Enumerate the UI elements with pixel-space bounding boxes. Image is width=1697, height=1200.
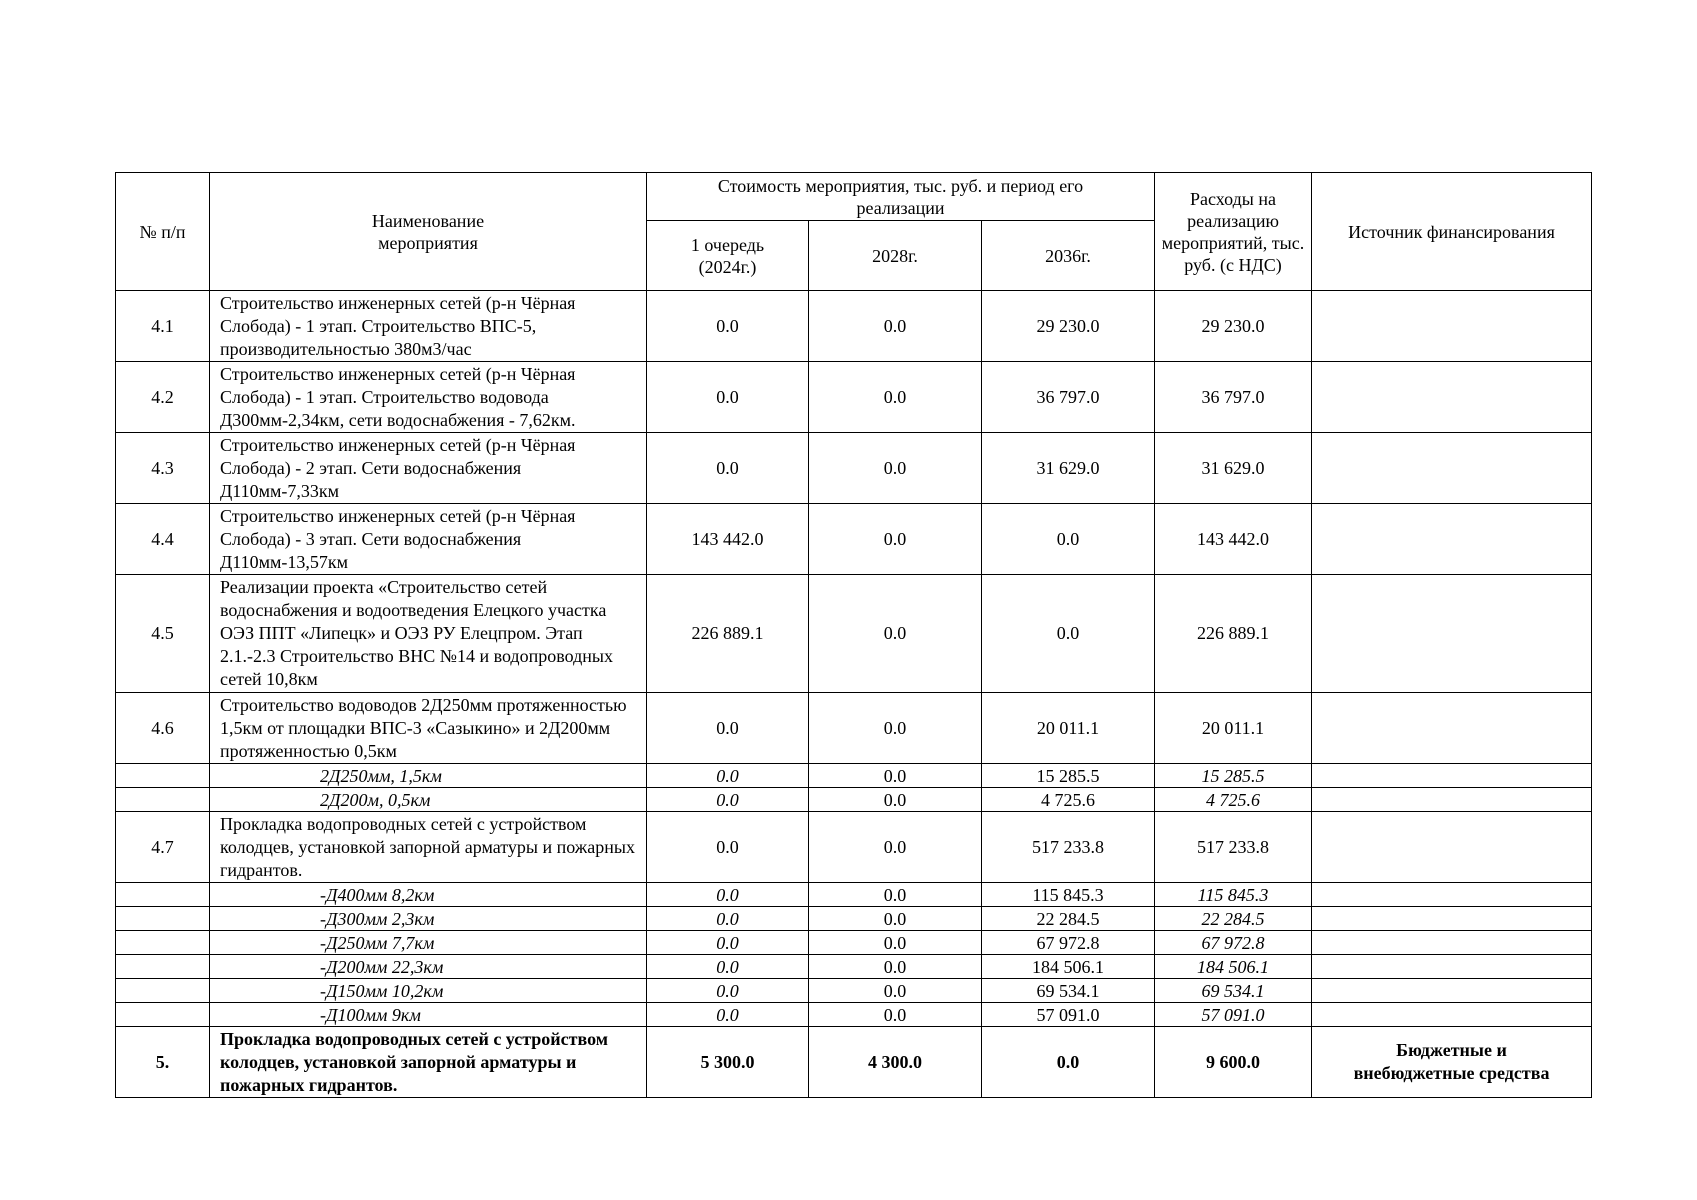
row-num (116, 979, 210, 1003)
row-stage1: 0.0 (647, 931, 809, 955)
row-2028: 0.0 (809, 575, 982, 693)
row-name: Строительство водоводов 2Д250мм протяженностью 1,5км от площадки ВПС-3 «Сазыкино» и 2Д200мм протяженностью 0,5км (210, 693, 647, 764)
header-source: Источник финансирования (1312, 173, 1592, 291)
row-total: 9 600.0 (1155, 1027, 1312, 1098)
row-num (116, 1003, 210, 1027)
row-stage1: 0.0 (647, 955, 809, 979)
row-name: -Д200мм 22,3км (210, 955, 647, 979)
row-source (1312, 433, 1592, 504)
row-source (1312, 764, 1592, 788)
row-2028: 0.0 (809, 693, 982, 764)
row-2028: 0.0 (809, 504, 982, 575)
table-subrow (116, 955, 1592, 979)
table-row (116, 504, 1592, 575)
row-2028: 0.0 (809, 433, 982, 504)
row-2028: 4 300.0 (809, 1027, 982, 1098)
row-source (1312, 955, 1592, 979)
row-2036: 0.0 (982, 504, 1155, 575)
row-total: 517 233.8 (1155, 812, 1312, 883)
row-2028: 0.0 (809, 955, 982, 979)
row-source (1312, 291, 1592, 362)
table-subrow (116, 788, 1592, 812)
row-2036: 36 797.0 (982, 362, 1155, 433)
row-stage1: 0.0 (647, 788, 809, 812)
row-total: 31 629.0 (1155, 433, 1312, 504)
table-row (116, 693, 1592, 764)
row-name: Строительство инженерных сетей (р-н Чёрная Слобода) - 3 этап. Сети водоснабжения Д110мм-13,57км (210, 504, 647, 575)
row-stage1: 143 442.0 (647, 504, 809, 575)
row-name: Строительство инженерных сетей (р-н Чёрная Слобода) - 1 этап. Строительство ВПС-5, производительностью 380м3/час (210, 291, 647, 362)
row-2028: 0.0 (809, 291, 982, 362)
row-stage1: 0.0 (647, 812, 809, 883)
row-source (1312, 362, 1592, 433)
header-expenses: Расходы на реализацию мероприятий, тыс. руб. (с НДС) (1155, 173, 1312, 291)
row-num (116, 883, 210, 907)
row-source (1312, 693, 1592, 764)
row-2036: 184 506.1 (982, 955, 1155, 979)
header-2028: 2028г. (809, 221, 982, 291)
table-row (116, 575, 1592, 693)
row-source (1312, 883, 1592, 907)
row-num (116, 907, 210, 931)
row-2036: 57 091.0 (982, 1003, 1155, 1027)
row-2028: 0.0 (809, 979, 982, 1003)
row-source (1312, 575, 1592, 693)
table-row (116, 433, 1592, 504)
row-stage1: 0.0 (647, 693, 809, 764)
row-total: 226 889.1 (1155, 575, 1312, 693)
row-stage1: 0.0 (647, 764, 809, 788)
row-num: 4.3 (116, 433, 210, 504)
header-2036: 2036г. (982, 221, 1155, 291)
row-2028: 0.0 (809, 883, 982, 907)
row-2036: 20 011.1 (982, 693, 1155, 764)
row-source (1312, 907, 1592, 931)
row-name: Строительство инженерных сетей (р-н Чёрная Слобода) - 2 этап. Сети водоснабжения Д110мм-7,33км (210, 433, 647, 504)
row-num: 4.7 (116, 812, 210, 883)
row-2036: 29 230.0 (982, 291, 1155, 362)
row-source (1312, 1003, 1592, 1027)
row-source (1312, 788, 1592, 812)
row-2036: 517 233.8 (982, 812, 1155, 883)
row-name: -Д150мм 10,2км (210, 979, 647, 1003)
row-num: 5. (116, 1027, 210, 1098)
row-num (116, 931, 210, 955)
row-name: Реализации проекта «Строительство сетей водоснабжения и водоотведения Елецкого участка ОЭЗ ППТ «Липецк» и ОЭЗ РУ Елецпром. Этап 2.1.-2.3 Строительство ВНС №14 и водопроводных сетей 10,8км (210, 575, 647, 693)
table-subrow (116, 931, 1592, 955)
row-stage1: 0.0 (647, 433, 809, 504)
row-name: -Д300мм 2,3км (210, 907, 647, 931)
row-num: 4.1 (116, 291, 210, 362)
row-total: 69 534.1 (1155, 979, 1312, 1003)
table-subrow (116, 907, 1592, 931)
row-stage1: 5 300.0 (647, 1027, 809, 1098)
row-2028: 0.0 (809, 931, 982, 955)
row-num (116, 788, 210, 812)
row-total: 20 011.1 (1155, 693, 1312, 764)
row-total: 67 972.8 (1155, 931, 1312, 955)
table-row (116, 362, 1592, 433)
row-2028: 0.0 (809, 1003, 982, 1027)
row-num (116, 764, 210, 788)
row-stage1: 0.0 (647, 907, 809, 931)
row-num: 4.4 (116, 504, 210, 575)
row-name: Строительство инженерных сетей (р-н Чёрная Слобода) - 1 этап. Строительство водовода Д300мм-2,34км, сети водоснабжения - 7,62км. (210, 362, 647, 433)
row-source (1312, 931, 1592, 955)
row-2028: 0.0 (809, 788, 982, 812)
row-total: 57 091.0 (1155, 1003, 1312, 1027)
table-subrow (116, 979, 1592, 1003)
row-total: 36 797.0 (1155, 362, 1312, 433)
table-row (116, 812, 1592, 883)
row-2036: 31 629.0 (982, 433, 1155, 504)
table-row (116, 291, 1592, 362)
row-2028: 0.0 (809, 362, 982, 433)
row-source (1312, 504, 1592, 575)
row-2028: 0.0 (809, 812, 982, 883)
row-num (116, 955, 210, 979)
header-cost-group: Стоимость мероприятия, тыс. руб. и период его реализации (647, 173, 1155, 221)
row-num: 4.2 (116, 362, 210, 433)
table-row-total (116, 1027, 1592, 1098)
row-total: 115 845.3 (1155, 883, 1312, 907)
row-2036: 67 972.8 (982, 931, 1155, 955)
header-stage1: 1 очередь (2024г.) (647, 221, 809, 291)
row-2028: 0.0 (809, 764, 982, 788)
row-2036: 0.0 (982, 1027, 1155, 1098)
row-2036: 69 534.1 (982, 979, 1155, 1003)
row-name: 2Д200м, 0,5км (210, 788, 647, 812)
row-total: 22 284.5 (1155, 907, 1312, 931)
row-total: 143 442.0 (1155, 504, 1312, 575)
row-stage1: 0.0 (647, 883, 809, 907)
row-source: Бюджетные и внебюджетные средства (1312, 1027, 1592, 1098)
row-name: -Д100мм 9км (210, 1003, 647, 1027)
header-name: Наименование мероприятия (210, 173, 647, 291)
table-subrow (116, 764, 1592, 788)
row-num: 4.5 (116, 575, 210, 693)
row-2036: 4 725.6 (982, 788, 1155, 812)
row-total: 29 230.0 (1155, 291, 1312, 362)
row-stage1: 0.0 (647, 979, 809, 1003)
row-2036: 0.0 (982, 575, 1155, 693)
row-total: 184 506.1 (1155, 955, 1312, 979)
table-subrow (116, 1003, 1592, 1027)
row-2036: 15 285.5 (982, 764, 1155, 788)
row-name: Прокладка водопроводных сетей с устройством колодцев, установкой запорной арматуры и пожарных гидрантов. (210, 1027, 647, 1098)
row-stage1: 0.0 (647, 1003, 809, 1027)
row-name: 2Д250мм, 1,5км (210, 764, 647, 788)
row-name: Прокладка водопроводных сетей с устройством колодцев, установкой запорной арматуры и пожарных гидрантов. (210, 812, 647, 883)
row-source (1312, 979, 1592, 1003)
row-source (1312, 812, 1592, 883)
row-stage1: 226 889.1 (647, 575, 809, 693)
header-num: № п/п (116, 173, 210, 291)
row-2036: 115 845.3 (982, 883, 1155, 907)
row-2028: 0.0 (809, 907, 982, 931)
row-stage1: 0.0 (647, 291, 809, 362)
row-total: 15 285.5 (1155, 764, 1312, 788)
row-name: -Д250мм 7,7км (210, 931, 647, 955)
row-total: 4 725.6 (1155, 788, 1312, 812)
row-2036: 22 284.5 (982, 907, 1155, 931)
table-subrow (116, 883, 1592, 907)
row-stage1: 0.0 (647, 362, 809, 433)
row-name: -Д400мм 8,2км (210, 883, 647, 907)
row-num: 4.6 (116, 693, 210, 764)
financing-table (115, 172, 1592, 1098)
